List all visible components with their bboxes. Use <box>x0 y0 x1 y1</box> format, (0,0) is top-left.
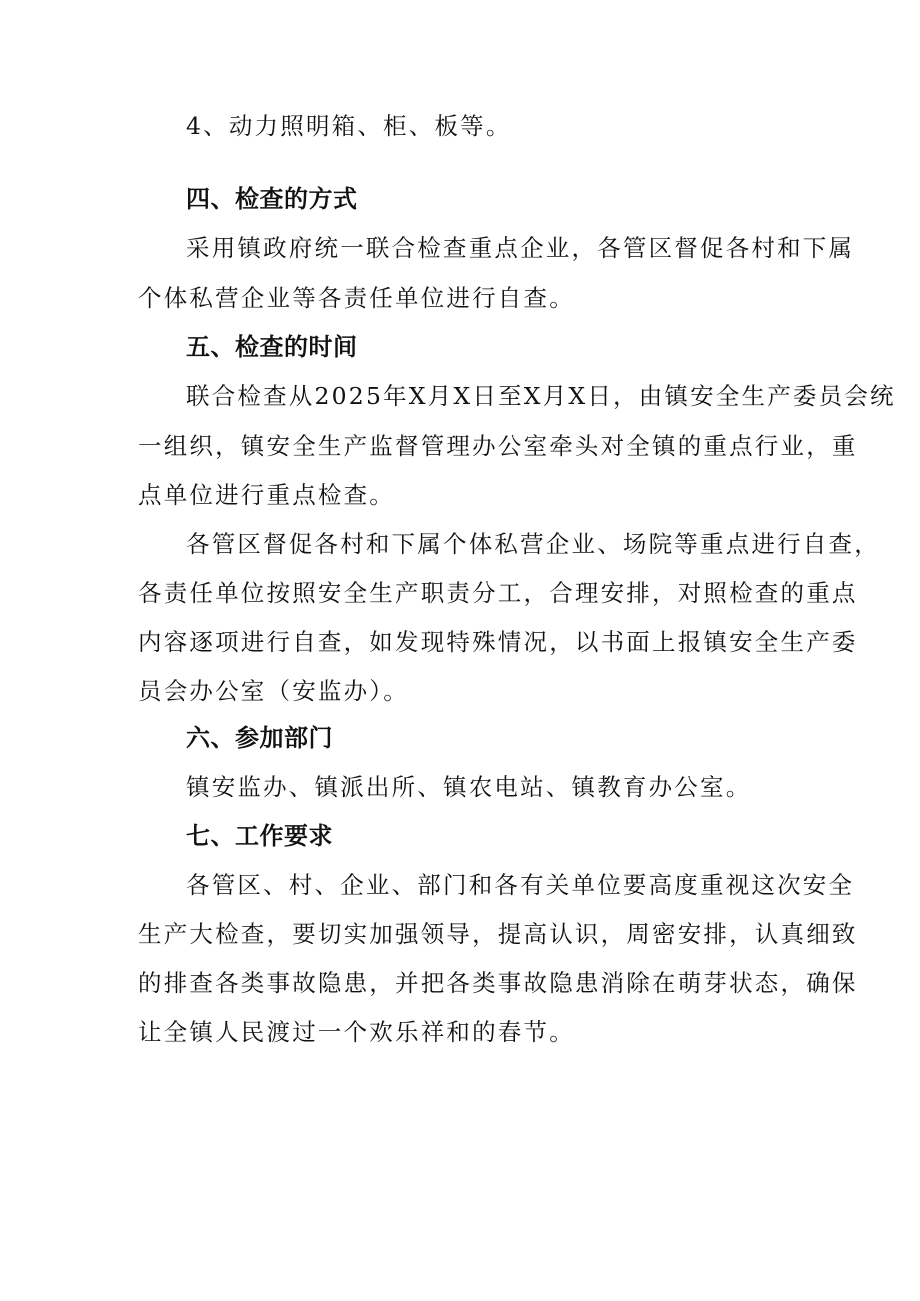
section-7-para-1-line-4: 让全镇人民渡过一个欢乐祥和的春节。 <box>138 1018 575 1046</box>
section-7-para-1-line-2: 生产大检查，要切实加强领导，提高认识，周密安排，认真细致 <box>138 920 858 948</box>
section-5-para-1-line-3: 点单位进行重点检查。 <box>138 481 395 509</box>
section-5-para-2-line-1: 各管区督促各村和下属个体私营企业、场院等重点进行自查， <box>186 530 880 558</box>
section-4-para-1-line-2: 个体私营企业等各责任单位进行自查。 <box>138 284 575 312</box>
section-6-para-1-line-1: 镇安监办、镇派出所、镇农电站、镇教育办公室。 <box>186 773 752 801</box>
section-5-para-2-line-3: 内容逐项进行自查，如发现特殊情况，以书面上报镇安全生产委 <box>138 628 858 656</box>
section-4-para-1-line-1: 采用镇政府统一联合检查重点企业，各管区督促各村和下属 <box>186 234 855 262</box>
section-7-heading: 七、工作要求 <box>186 822 333 850</box>
section-5-para-2-line-2: 各责任单位按照安全生产职责分工，合理安排，对照检查的重点 <box>138 579 858 607</box>
section-4-heading: 四、检查的方式 <box>186 185 358 213</box>
section-5-para-1-line-1: 联合检查从2025年X月X日至X月X日，由镇安全生产委员会统 <box>186 382 896 410</box>
item-4-text: 4、动力照明箱、柜、板等。 <box>186 112 512 140</box>
section-5-para-2-line-4: 员会办公室（安监办）。 <box>138 677 409 705</box>
section-5-para-1-line-2: 一组织，镇安全生产监督管理办公室牵头对全镇的重点行业，重 <box>138 432 858 460</box>
section-6-heading: 六、参加部门 <box>186 724 333 752</box>
section-7-para-1-line-1: 各管区、村、企业、部门和各有关单位要高度重视这次安全 <box>186 871 855 899</box>
section-5-heading: 五、检查的时间 <box>186 333 358 361</box>
section-7-para-1-line-3: 的排查各类事故隐患，并把各类事故隐患消除在萌芽状态，确保 <box>138 969 858 997</box>
